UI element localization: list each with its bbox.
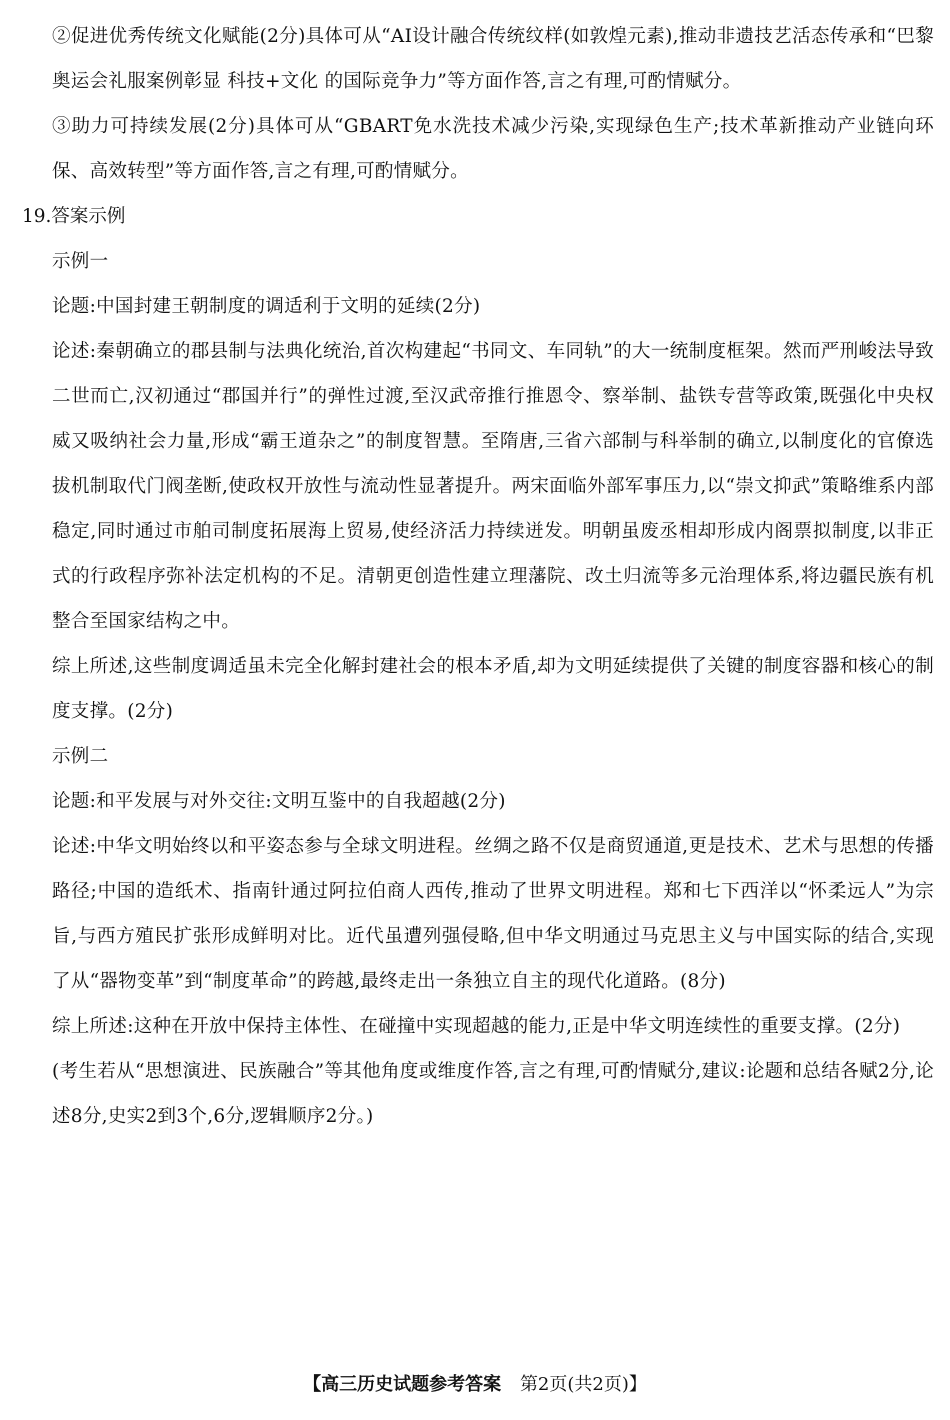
example-2-thesis: 论题:和平发展与对外交往:文明互鉴中的自我超越(2分) xyxy=(52,791,506,812)
answer-content xyxy=(22,14,934,1139)
answer-point-2: ②促进优秀传统文化赋能(2分)具体可从“AI设计融合传统纹样(如敦煌元素),推动非遗技艺活态传承和“巴黎奥运会礼服案例彰显 科技+文化 的国际竞争力”等方面作答,言之有理,可酌情赋分。 xyxy=(52,26,934,92)
example-1-conclusion: 综上所述,这些制度调适虽未完全化解封建社会的根本矛盾,却为文明延续提供了关键的制度容器和核心的制度支撑。(2分) xyxy=(52,656,934,722)
footer-page-number: 第2页(共2页)】 xyxy=(519,1374,647,1395)
example-2-conclusion: 综上所述:这种在开放中保持主体性、在碰撞中实现超越的能力,正是中华文明连续性的重要支撑。(2分) xyxy=(52,1016,901,1037)
example-2-label: 示例二 xyxy=(52,746,109,767)
page-footer xyxy=(0,1371,950,1399)
question-19-heading: 19.答案示例 xyxy=(22,206,126,227)
example-2-argument: 论述:中华文明始终以和平姿态参与全球文明进程。丝绸之路不仅是商贸通道,更是技术、艺术与思想的传播路径;中国的造纸术、指南针通过阿拉伯商人西传,推动了世界文明进程。郑和七下西洋以“怀柔远人”为宗旨,与西方殖民扩张形成鲜明对比。近代虽遭列强侵略,但中华文明通过马克思主义与中国实际的结合,实现了从“器物变革”到“制度革命”的跨越,最终走出一条独立自主的现代化道路。(8分) xyxy=(52,836,934,992)
example-1-thesis: 论题:中国封建王朝制度的调适利于文明的延续(2分) xyxy=(52,296,481,317)
answer-point-3: ③助力可持续发展(2分)具体可从“GBART免水洗技术减少污染,实现绿色生产;技术革新推动产业链向环保、高效转型”等方面作答,言之有理,可酌情赋分。 xyxy=(52,116,934,182)
footer-title: 【高三历史试题参考答案 xyxy=(303,1374,502,1395)
scoring-note: (考生若从“思想演进、民族融合”等其他角度或维度作答,言之有理,可酌情赋分,建议:论题和总结各赋2分,论述8分,史实2到3个,6分,逻辑顺序2分。) xyxy=(52,1061,934,1127)
example-1-label: 示例一 xyxy=(52,251,109,272)
example-1-argument: 论述:秦朝确立的郡县制与法典化统治,首次构建起“书同文、车同轨”的大一统制度框架。然而严刑峻法导致二世而亡,汉初通过“郡国并行”的弹性过渡,至汉武帝推行推恩令、察举制、盐铁专营等政策,既强化中央权威又吸纳社会力量,形成“霸王道杂之”的制度智慧。至隋唐,三省六部制与科举制的确立,以制度化的官僚选拔机制取代门阀垄断,使政权开放性与流动性显著提升。两宋面临外部军事压力,以“崇文抑武”策略维系内部稳定,同时通过市舶司制度拓展海上贸易,使经济活力持续迸发。明朝虽废丞相却形成内阁票拟制度,以非正式的行政程序弥补法定机构的不足。清朝更创造性建立理藩院、改土归流等多元治理体系,将边疆民族有机整合至国家结构之中。 xyxy=(52,341,934,632)
